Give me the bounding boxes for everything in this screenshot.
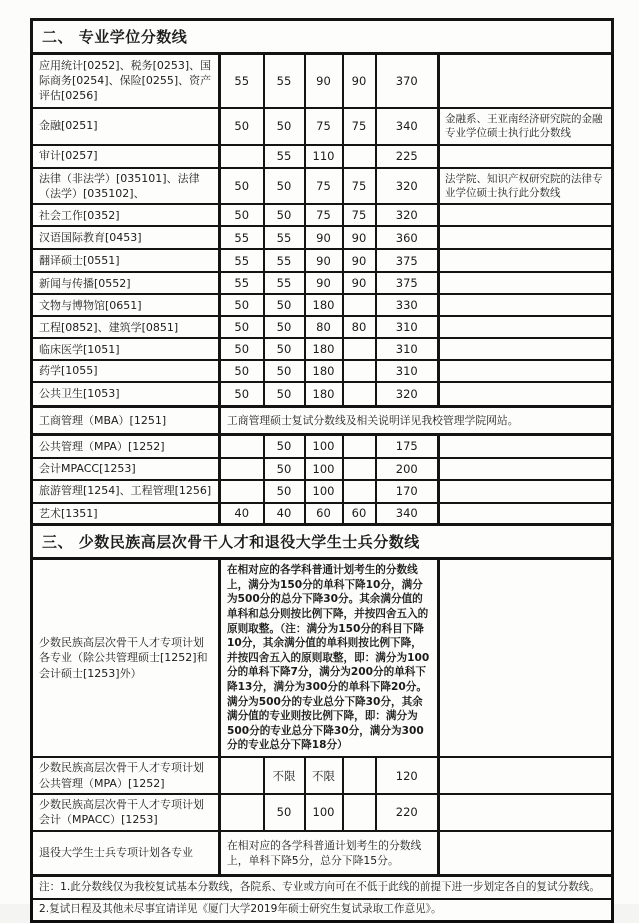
score-value: [220, 145, 264, 168]
score-value: 90: [305, 54, 343, 108]
score-value: [343, 360, 376, 381]
table-row: [32, 407, 613, 435]
score-value: [343, 294, 376, 316]
table-row: [32, 831, 613, 876]
remark: 金融系、王亚南经济研究院的金融专业学位硕士执行此分数线: [439, 108, 613, 145]
score-value: 50: [264, 435, 305, 458]
score-value: 180: [305, 382, 343, 407]
remark: 法学院、知识产权研究院的法律专业学位硕士执行此分数线: [439, 168, 613, 205]
table-row: [32, 757, 613, 794]
table-row: [32, 794, 613, 831]
score-value: 375: [376, 272, 439, 294]
score-value: 50: [220, 316, 264, 338]
score-value: 40: [220, 503, 264, 525]
remark: [439, 204, 613, 226]
score-value: 75: [305, 204, 343, 226]
table-row: [32, 382, 613, 407]
program-name: 临床医学[1051]: [32, 338, 220, 360]
table-row: [32, 435, 613, 458]
program-name: 旅游管理[1254]、工程管理[1256]: [32, 480, 220, 503]
score-value: 50: [220, 168, 264, 205]
score-value: 55: [220, 272, 264, 294]
note-row: [32, 876, 613, 899]
program-name: 社会工作[0352]: [32, 204, 220, 226]
score-value: 50: [264, 338, 305, 360]
score-value: 50: [264, 168, 305, 205]
remark: [439, 503, 613, 525]
score-value: 90: [343, 272, 376, 294]
program-name: 艺术[1351]: [32, 503, 220, 525]
remark: [439, 480, 613, 503]
score-value: 320: [376, 168, 439, 205]
score-value: [220, 794, 264, 831]
score-value: 50: [220, 360, 264, 381]
score-value: 310: [376, 338, 439, 360]
score-value: 55: [264, 272, 305, 294]
remark: [439, 338, 613, 360]
score-value: 80: [305, 316, 343, 338]
score-value: [343, 338, 376, 360]
score-value: 75: [305, 108, 343, 145]
program-name: 新闻与传播[0552]: [32, 272, 220, 294]
score-value: [343, 480, 376, 503]
table-row: [32, 204, 613, 226]
table-row: [32, 54, 613, 108]
score-value: 50: [220, 294, 264, 316]
merged-note: 在相对应的各学科普通计划考生的分数线上，单科下降5分，总分下降15分。: [220, 831, 439, 876]
table-row: [32, 316, 613, 338]
table-row: [32, 108, 613, 145]
remark: [439, 435, 613, 458]
remark: [439, 360, 613, 381]
program-name: 少数民族高层次骨干人才专项计划各专业（除公共管理硕士[1252]和会计硕士[1253]外）: [32, 559, 220, 757]
score-value: [343, 757, 376, 794]
score-value: 100: [305, 458, 343, 480]
remark: [439, 226, 613, 249]
section3-header-row: [32, 525, 613, 559]
score-value: 90: [343, 54, 376, 108]
remark: [439, 382, 613, 407]
score-line-table: [30, 18, 614, 923]
section2-title: 二、 专业学位分数线: [32, 20, 613, 54]
score-value: 50: [220, 204, 264, 226]
score-value: [220, 480, 264, 503]
score-value: 340: [376, 108, 439, 145]
program-name: 汉语国际教育[0453]: [32, 226, 220, 249]
score-value: 50: [264, 458, 305, 480]
remark: [439, 831, 613, 876]
score-value: 180: [305, 294, 343, 316]
score-value: [220, 757, 264, 794]
table-row: [32, 226, 613, 249]
score-value: 50: [264, 382, 305, 407]
score-value: 180: [305, 360, 343, 381]
score-value: 90: [305, 272, 343, 294]
score-value: 60: [343, 503, 376, 525]
score-value: 90: [305, 226, 343, 249]
score-value: 370: [376, 54, 439, 108]
score-value: [343, 382, 376, 407]
program-name: 少数民族高层次骨干人才专项计划公共管理（MPA）[1252]: [32, 757, 220, 794]
table-row: [32, 168, 613, 205]
table-row: [32, 480, 613, 503]
section3-title: 三、 少数民族高层次骨干人才和退役大学生士兵分数线: [32, 525, 613, 559]
score-value: 80: [343, 316, 376, 338]
program-name: 工商管理（MBA）[1251]: [32, 407, 220, 435]
score-value: [343, 435, 376, 458]
program-name: 药学[1055]: [32, 360, 220, 381]
score-value: 175: [376, 435, 439, 458]
score-value: 120: [376, 757, 439, 794]
score-value: 75: [343, 108, 376, 145]
score-value: 320: [376, 382, 439, 407]
remark: [439, 249, 613, 272]
score-value: 40: [264, 503, 305, 525]
remark: [439, 757, 613, 794]
table-row: [32, 249, 613, 272]
program-name: 公共卫生[1053]: [32, 382, 220, 407]
score-value: 100: [305, 435, 343, 458]
score-value: 55: [264, 226, 305, 249]
score-value: [343, 145, 376, 168]
remark: [439, 458, 613, 480]
score-value: 375: [376, 249, 439, 272]
score-value: 90: [343, 249, 376, 272]
program-name: 公共管理（MPA）[1252]: [32, 435, 220, 458]
program-name: 应用统计[0252]、税务[0253]、国际商务[0254]、保险[0255]、资产评估[0256]: [32, 54, 220, 108]
merged-note: 在相对应的各学科普通计划考生的分数线上，满分为150分的单科下降10分，满分为500分的总分下降30分。其余满分值的单科和总分则按比例下降，并按四舍五入的原则取整。（注：满分为150分的科目下降10分，其余满分值的单科则按比例下降，并按四舍五入的原则取整，即：满分为100分的单科下降7分，满分为200分的单科下降13分，满分为300分的单科下降20分。满分为500分的专业总分下降30分，其余满分值的专业则按比例下降，即：满分为500分的专业总分下降30分，满分为300分的专业总分下降18分）: [220, 559, 439, 757]
score-value: 220: [376, 794, 439, 831]
score-value: 50: [264, 360, 305, 381]
score-value: 50: [220, 338, 264, 360]
score-value: 50: [220, 382, 264, 407]
note-text: 2.复试日程及其他未尽事宜请详见《厦门大学2019年硕士研究生复试录取工作意见》。: [32, 899, 613, 921]
score-value: 75: [343, 204, 376, 226]
table-row: [32, 458, 613, 480]
score-value: 50: [264, 294, 305, 316]
score-value: 55: [220, 226, 264, 249]
remark: [439, 794, 613, 831]
remark: [439, 559, 613, 757]
score-value: 100: [305, 480, 343, 503]
table-row: [32, 294, 613, 316]
program-name: 退役大学生士兵专项计划各专业: [32, 831, 220, 876]
score-value: 330: [376, 294, 439, 316]
score-value: 320: [376, 204, 439, 226]
remark: [439, 316, 613, 338]
table-row: [32, 145, 613, 168]
remark: [439, 272, 613, 294]
program-name: 少数民族高层次骨干人才专项计划会计（MPACC）[1253]: [32, 794, 220, 831]
score-value: 180: [305, 338, 343, 360]
note-text: 注：1.此分数线仅为我校复试基本分数线，各院系、专业或方向可在不低于此线的前提下进一步划定各自的复试分数线。: [32, 876, 613, 899]
score-value: 60: [305, 503, 343, 525]
program-name: 翻译硕士[0551]: [32, 249, 220, 272]
score-value: 310: [376, 316, 439, 338]
score-value: 360: [376, 226, 439, 249]
score-value: 不限: [305, 757, 343, 794]
table-body: [32, 20, 613, 922]
score-value: 110: [305, 145, 343, 168]
score-value: [343, 458, 376, 480]
score-value: 50: [264, 108, 305, 145]
score-value: 200: [376, 458, 439, 480]
program-name: 法律（非法学）[035101]、法律（法学）[035102]、: [32, 168, 220, 205]
score-value: 50: [264, 204, 305, 226]
merged-note: 工商管理硕士复试分数线及相关说明详见我校管理学院网站。: [220, 407, 613, 435]
program-name: 金融[0251]: [32, 108, 220, 145]
table-row: [32, 559, 613, 757]
score-value: 55: [264, 249, 305, 272]
table-row: [32, 503, 613, 525]
score-value: 340: [376, 503, 439, 525]
score-value: 55: [220, 54, 264, 108]
remark: [439, 294, 613, 316]
score-value: 50: [264, 480, 305, 503]
score-value: 50: [220, 108, 264, 145]
score-value: 310: [376, 360, 439, 381]
program-name: 审计[0257]: [32, 145, 220, 168]
score-value: 75: [343, 168, 376, 205]
table-row: [32, 338, 613, 360]
score-value: 55: [264, 145, 305, 168]
score-value: 55: [220, 249, 264, 272]
score-value: 100: [305, 794, 343, 831]
score-value: 225: [376, 145, 439, 168]
program-name: 文物与博物馆[0651]: [32, 294, 220, 316]
program-name: 工程[0852]、建筑学[0851]: [32, 316, 220, 338]
score-value: [220, 435, 264, 458]
score-value: 55: [264, 54, 305, 108]
section2-header-row: [32, 20, 613, 54]
score-value: 50: [264, 794, 305, 831]
score-value: [220, 458, 264, 480]
score-value: 不限: [264, 757, 305, 794]
remark: [439, 54, 613, 108]
score-value: 90: [343, 226, 376, 249]
score-value: 75: [305, 168, 343, 205]
note-row: [32, 899, 613, 921]
score-value: 90: [305, 249, 343, 272]
score-value: 50: [264, 316, 305, 338]
program-name: 会计MPACC[1253]: [32, 458, 220, 480]
table-row: [32, 360, 613, 381]
table-row: [32, 272, 613, 294]
score-value: [343, 794, 376, 831]
remark: [439, 145, 613, 168]
score-value: 170: [376, 480, 439, 503]
